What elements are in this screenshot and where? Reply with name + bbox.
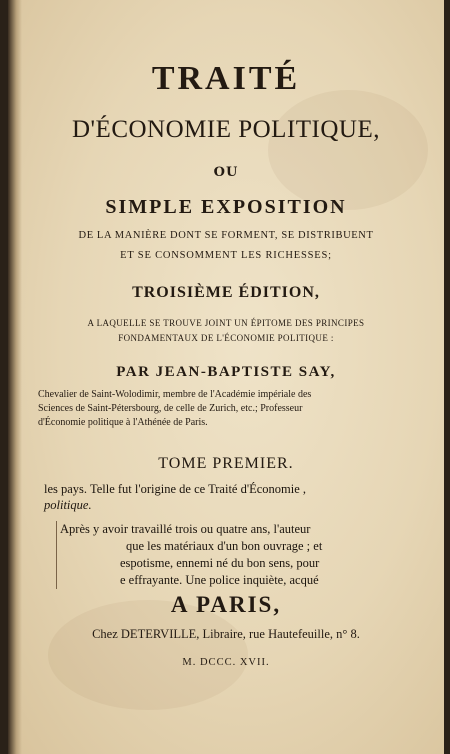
author-bio-line: Chevalier de Saint-Wolodimir, membre de l'Académie impériale des: [38, 389, 312, 400]
volume: TOME PREMIER.: [158, 455, 294, 472]
edition: TROISIÈME ÉDITION,: [132, 284, 320, 301]
subject-line-2: ET SE CONSOMMENT LES RICHESSES;: [120, 250, 332, 261]
publisher: Chez DETERVILLE, Libraire, rue Hautefeuille, n° 8.: [92, 627, 360, 641]
epitome-line-1: A LAQUELLE SE TROUVE JOINT UN ÉPITOME DES PRINCIPES: [87, 318, 365, 328]
ou-word: OU: [213, 165, 239, 180]
handwritten-line: que les matériaux d'un bon ouvrage ; et: [126, 539, 323, 553]
epitome-line-2: FONDAMENTAUX DE L'ÉCONOMIE POLITIQUE :: [118, 333, 334, 343]
handwritten-line: espotisme, ennemi né du bon sens, pour: [120, 556, 320, 570]
title: TRAITÉ: [151, 60, 301, 97]
author: PAR JEAN-BAPTISTE SAY,: [116, 364, 336, 380]
place: A PARIS,: [170, 592, 282, 617]
simple-exposition: SIMPLE EXPOSITION: [105, 196, 347, 218]
year: M. DCCC. XVII.: [182, 657, 270, 668]
handwritten-line: politique.: [44, 498, 92, 512]
handwritten-line: les pays. Telle fut l'origine de ce Traité d'Économie ,: [44, 482, 307, 496]
author-bio: [38, 388, 430, 430]
book-page: [8, 0, 444, 754]
subtitle: D'ÉCONOMIE POLITIQUE,: [71, 116, 381, 143]
author-bio-line: Sciences de Saint-Pétersbourg, de celle de Zurich, etc.; Professeur: [38, 403, 303, 414]
paper-stain: [268, 90, 428, 210]
author-bio-line: d'Économie politique à l'Athénée de Paris.: [38, 417, 208, 428]
margin-rule: [56, 521, 57, 589]
subject-line-1: DE LA MANIÈRE DONT SE FORMENT, SE DISTRIBUENT: [78, 230, 374, 241]
handwritten-line: e effrayante. Une police inquiète, acqué: [120, 573, 319, 587]
handwritten-line: Après y avoir travaillé trois ou quatre ans, l'auteur: [60, 522, 311, 536]
